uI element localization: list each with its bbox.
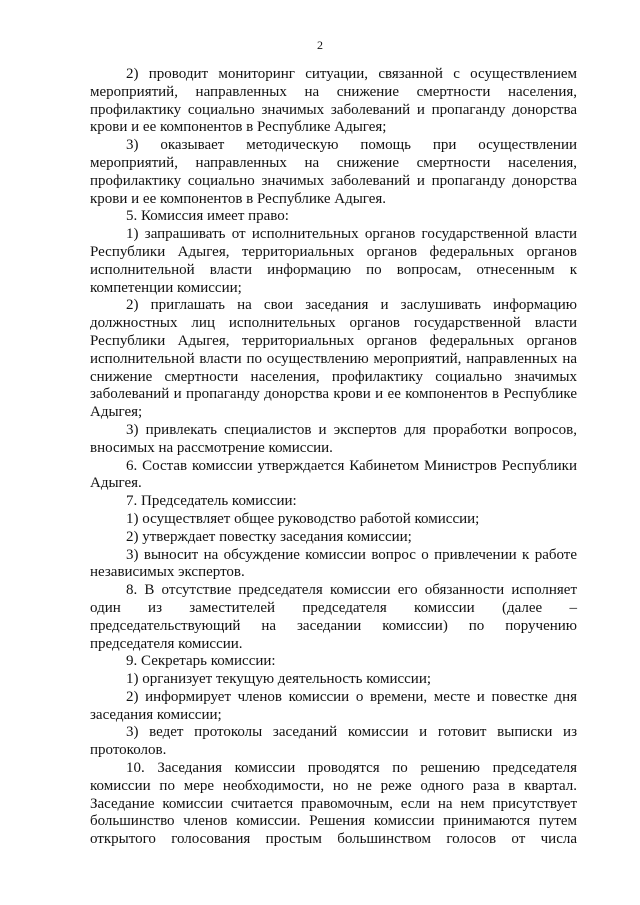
- paragraph-methodical-help: 3) оказывает методическую помощь при осуществлении мероприятий, направленных на снижение смертности населения, профилактику социально значимых заболеваний и пропаганду донорства крови и ее компонентов в Республике Адыгея.: [90, 137, 577, 207]
- paragraph-involve-experts: 3) привлекать специалистов и экспертов для проработки вопросов, вносимых на рассмотрение комиссии.: [90, 421, 577, 456]
- paragraph-chairman-duty-3: 3) выносит на обсуждение комиссии вопрос о привлечении к работе независимых экспертов.: [90, 546, 577, 581]
- paragraph-monitoring: 2) проводит мониторинг ситуации, связанной с осуществлением мероприятий, направленных на снижение смертности населения, профилактику социально значимых заболеваний и пропаганду донорства крови и ее компонентов в Республике Адыгея;: [90, 66, 577, 136]
- document-body: [90, 66, 577, 849]
- page-number: 2: [317, 38, 323, 52]
- paragraph-secretary-duty-2: 2) информирует членов комиссии о времени, месте и повестке дня заседания комиссии;: [90, 688, 577, 723]
- paragraph-chairman-duty-2: 2) утверждает повестку заседания комиссии;: [126, 528, 412, 545]
- paragraph-secretary-duty-3: 3) ведет протоколы заседаний комиссии и готовит выписки из протоколов.: [90, 724, 577, 759]
- paragraph-composition: 6. Состав комиссии утверждается Кабинетом Министров Республики Адыгея.: [90, 457, 577, 492]
- paragraph-meetings: 10. Заседания комиссии проводятся по решению председателя комиссии по мере необходимости, но не реже одного раза в квартал. Заседание комиссии считается правомочным, если на нем присутствует большинство членов комиссии. Решения комиссии принимаются путем открытого голосования простым большинством голосов от числа: [90, 760, 577, 848]
- paragraph-commission-rights-heading: 5. Комиссия имеет право:: [126, 208, 289, 225]
- paragraph-secretary-heading: 9. Секретарь комиссии:: [126, 653, 276, 670]
- paragraph-chairman-duty-1: 1) осуществляет общее руководство работой комиссии;: [126, 510, 480, 527]
- paragraph-secretary-duty-1: 1) организует текущую деятельность комиссии;: [126, 671, 432, 688]
- paragraph-chairman-absence: 8. В отсутствие председателя комиссии его обязанности исполняет один из заместителей председателя комиссии (далее – председательствующий на заседании комиссии) по поручению председателя комиссии.: [90, 582, 577, 652]
- paragraph-request-information: 1) запрашивать от исполнительных органов государственной власти Республики Адыгея, территориальных органов федеральных органов исполнительной власти информацию по вопросам, отнесенным к компетенции комиссии;: [90, 226, 577, 296]
- paragraph-invite-officials: 2) приглашать на свои заседания и заслушивать информацию должностных лиц исполнительных органов государственной власти Республики Адыгея, территориальных органов федеральных органов исполнительной власти по осуществлению мероприятий, направленных на снижение смертности населения, профилактику социально значимых заболеваний и пропаганду донорства крови и ее компонентов в Республике Адыгея;: [90, 297, 577, 421]
- paragraph-chairman-heading: 7. Председатель комиссии:: [126, 493, 297, 510]
